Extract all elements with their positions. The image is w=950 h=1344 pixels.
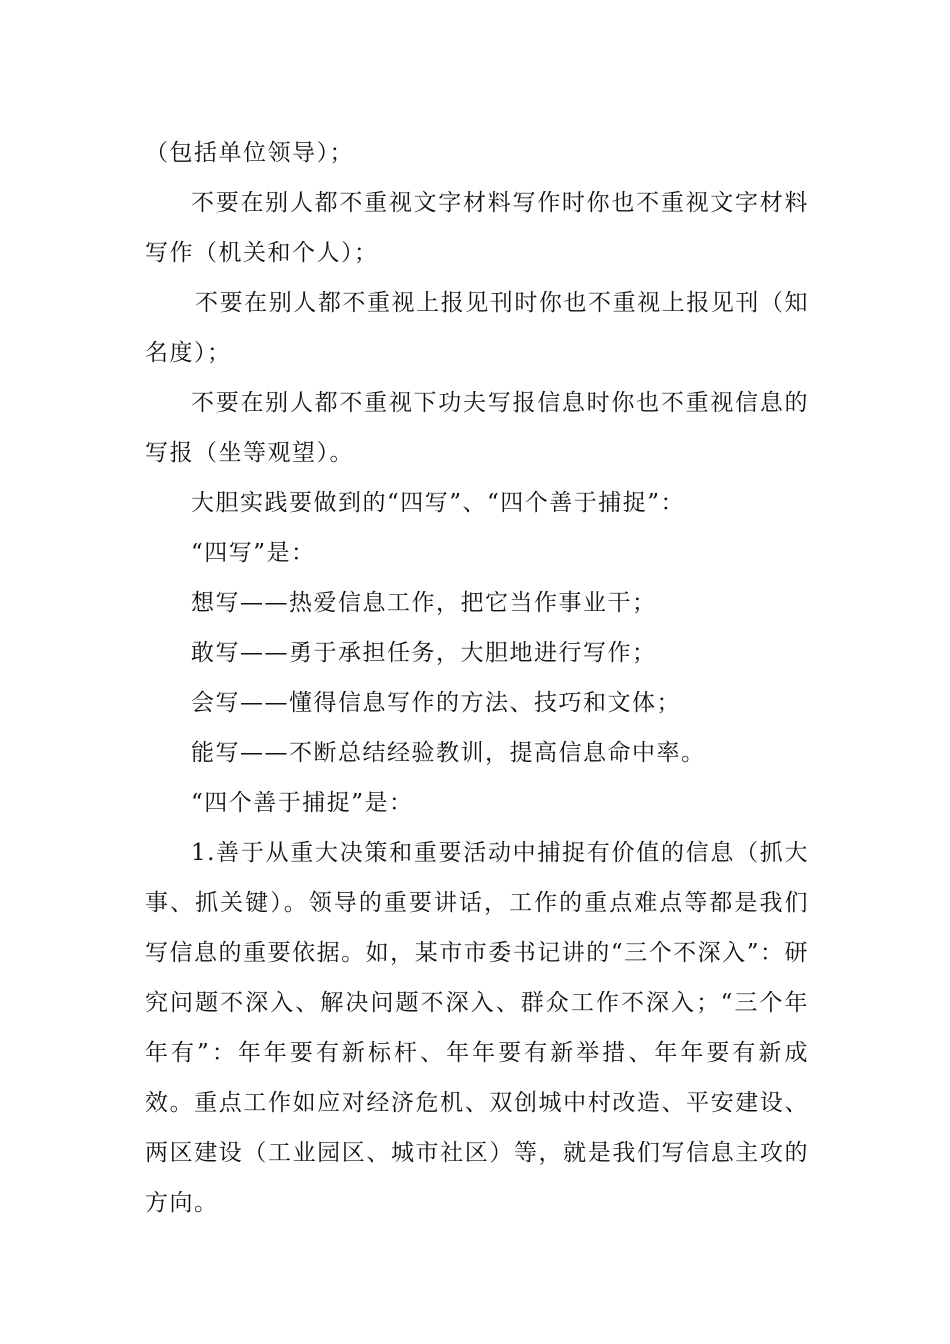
document-body — [145, 128, 809, 1228]
paragraph-1: （包括单位领导）； — [145, 140, 354, 166]
paragraph-9: 会写——懂得信息写作的方法、技巧和文体； — [191, 690, 681, 716]
paragraph-8: 敢写——勇于承担任务，大胆地进行写作； — [191, 640, 657, 666]
paragraph-4: 不要在别人都不重视下功夫写报信息时你也不重视信息的写报（坐等观望）。 — [145, 390, 809, 466]
paragraph-2: 不要在别人都不重视文字材料写作时你也不重视文字材料写作（机关和个人）； — [145, 190, 809, 266]
paragraph-3: 不要在别人都不重视上报见刊时你也不重视上报见刊（知名度）； — [145, 290, 809, 366]
paragraph-7: 想写——热爱信息工作，把它当作事业干； — [191, 590, 657, 616]
paragraph-11: “四个善于捕捉”是： — [191, 790, 414, 816]
paragraph-6: “四写”是： — [191, 540, 316, 566]
paragraph-5: 大胆实践要做到的“四写”、“四个善于捕捉”： — [191, 490, 686, 516]
paragraph-12: 1.善于从重大决策和重要活动中捕捉有价值的信息（抓大事、抓关键）。领导的重要讲话，工作的重点难点等都是我们写信息的重要依据。如，某市市委书记讲的“三个不深入”：研究问题不深入、解决问题不深入、群众工作不深入；“三个年年有”：年年要有新标杆、年年要有新举措、年年要有新成效。重点工作如应对经济危机、双创城中村改造、平安建设、两区建设（工业园区、城市社区）等，就是我们写信息主攻的方向。 — [145, 840, 809, 1216]
paragraph-10: 能写——不断总结经验教训，提高信息命中率。 — [191, 740, 706, 766]
